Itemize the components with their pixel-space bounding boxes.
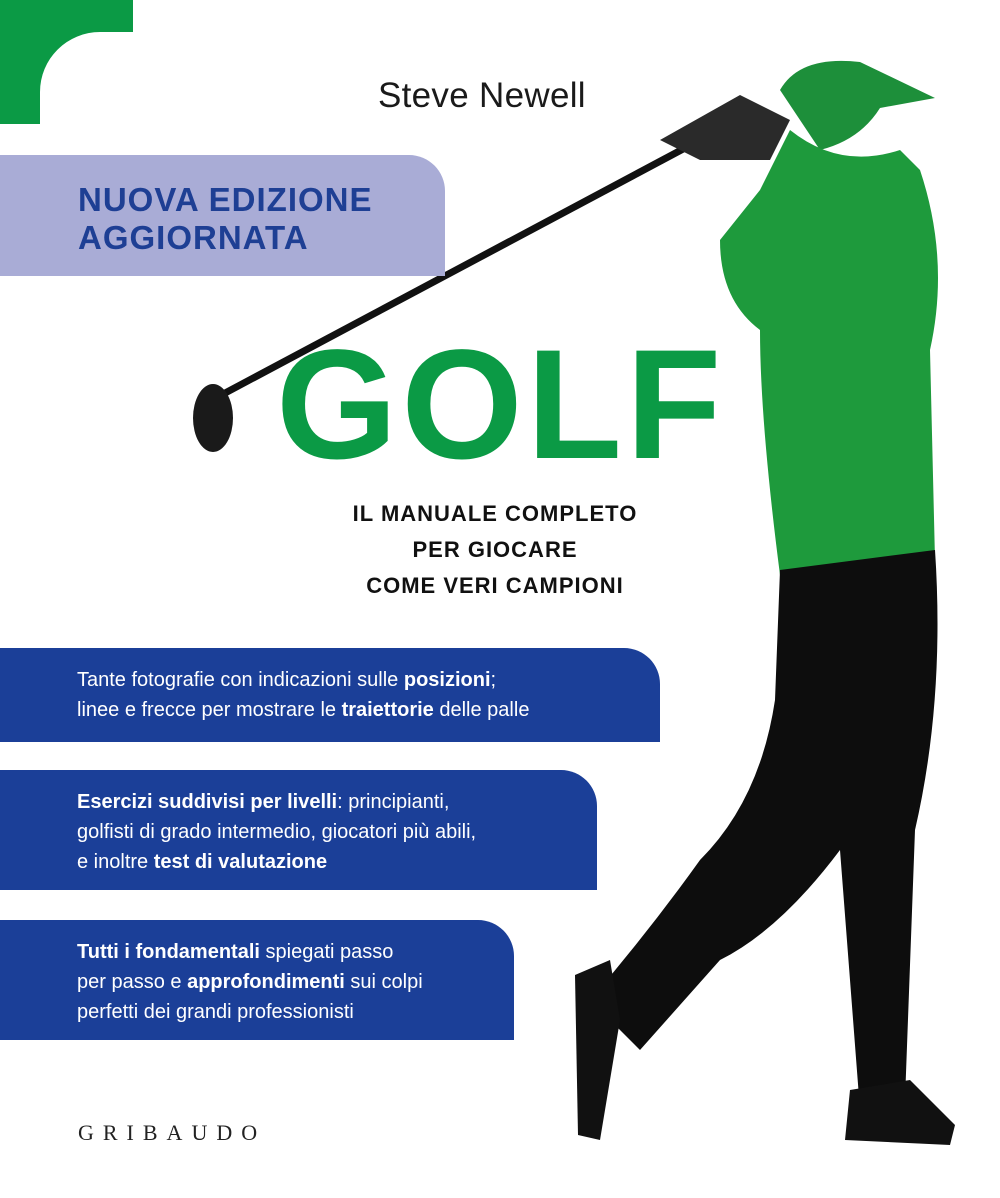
club-head — [193, 384, 233, 452]
feature-highlight: posizioni — [403, 669, 491, 691]
right-shoe — [845, 1080, 955, 1145]
feature-panel-photos — [0, 648, 660, 742]
edition-banner — [0, 155, 445, 276]
feature-text: sui colpi — [344, 971, 423, 993]
subtitle-line-2: PER GIOCARE — [412, 537, 578, 562]
publisher-logo: GRIBAUDO — [78, 1120, 267, 1145]
feature-highlight: Tutti i fondamentali — [77, 941, 260, 963]
feature-highlight: traiettorie — [341, 699, 434, 721]
feature-text: delle palle — [433, 699, 530, 721]
feature-panel-exercises — [0, 770, 597, 890]
feature-text: Tante fotografie con indicazioni sulle — [77, 669, 404, 691]
edition-line-2: AGGIORNATA — [78, 219, 309, 256]
feature-text: : principianti, — [337, 791, 450, 813]
subtitle-line-3: COME VERI CAMPIONI — [366, 573, 624, 598]
left-shoe — [575, 960, 620, 1140]
book-title: GOLF — [276, 318, 726, 492]
feature-highlight: test di valutazione — [153, 851, 328, 873]
feature-text: spiegati passo — [259, 941, 394, 963]
feature-text: linee e frecce per mostrare le — [77, 699, 342, 721]
feature-text: per passo e — [77, 971, 188, 993]
golf-cap — [780, 61, 935, 150]
green-shirt — [720, 130, 938, 575]
subtitle-line-1: IL MANUALE COMPLETO — [352, 501, 638, 526]
feature-highlight: approfondimenti — [187, 971, 345, 993]
feature-highlight: Esercizi suddivisi per livelli — [77, 791, 338, 813]
book-subtitle — [300, 496, 690, 604]
edition-line-1: NUOVA EDIZIONE — [78, 181, 373, 218]
black-trousers — [590, 550, 938, 1110]
feature-text: ; — [490, 669, 497, 691]
feature-text: perfetti dei grandi professionisti — [77, 1001, 354, 1023]
author-name: Steve Newell — [378, 76, 586, 115]
feature-text: golfisti di grado intermedio, giocatori più abili, — [77, 821, 477, 843]
feature-panel-fundamentals — [0, 920, 514, 1040]
feature-text: e inoltre — [77, 851, 154, 873]
